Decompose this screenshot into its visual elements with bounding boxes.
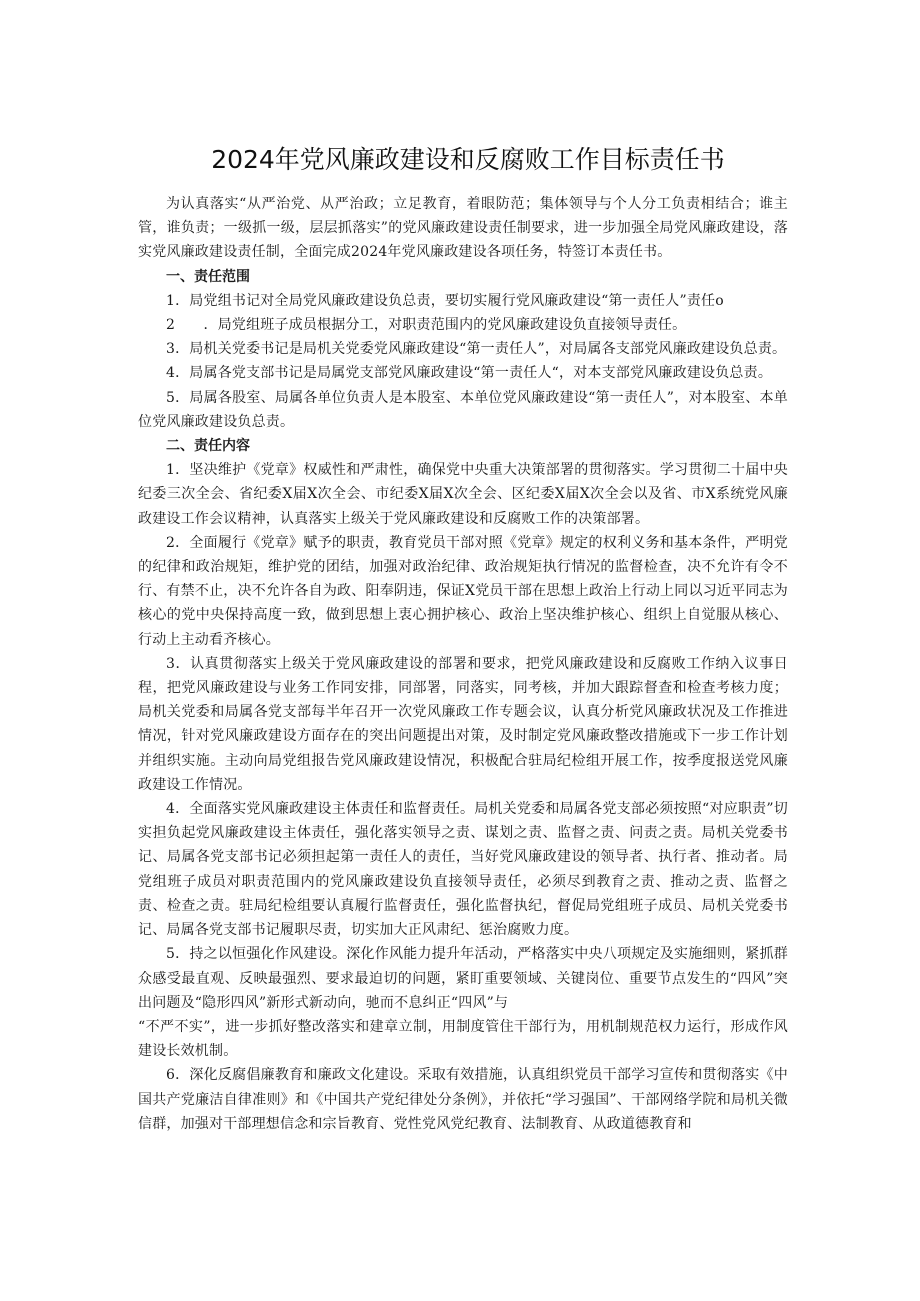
scope-item-5: 5．局属各股室、局属各单位负责人是本股室、本单位党风廉政建设“第一责任人”，对本股室、本单位党风廉政建设负总责。 [138,389,788,430]
content-item-5: 5．持之以恒强化作风建设。深化作风能力提升年活动，严格落实中央八项规定及实施细则，紧抓群众感受最直观、反映最强烈、要求最迫切的问题，紧盯重要领域、关键岗位、重要节点发生的“四风”突出问题及“隐形四风”新形式新动向，驰而不息纠正“四风”与 [138,946,788,1011]
scope-item-1: 1．局党组书记对全局党风廉政建设负总责，要切实履行党风廉政建设“第一责任人”责任o [166,292,724,309]
scope-item-4: 4．局属各党支部书记是局属党支部党风廉政建设“第一责任人“，对本支部党风廉政建设负总责。 [166,365,773,382]
content-item-5-continued: “不严不实”，进一步抓好整改落实和建章立制，用制度管住干部行为，用机制规范权力运行，形成作风建设长效机制。 [138,1018,788,1060]
content-item-1: 1．坚决维护《党章》权威性和严肃性，确保党中央重大决策部署的贯彻落实。学习贯彻二十届中央纪委三次全会、省纪委X届X次全会、市纪委X届X次全会、区纪委X届X次全会以及省、市X系统党风廉政建设工作会议精神，认真落实上级关于党风廉政建设和反腐败工作的决策部署。 [138,462,788,527]
document-title: 2024年党风廉政建设和反腐败工作目标责任书 [211,145,725,174]
section-heading-scope: 一、责任范围 [166,268,250,285]
content-item-2: 2．全面履行《党章》赋予的职责，教育党员干部对照《党章》规定的权利义务和基本条件，严明党的纪律和政治规矩，维护党的团结，加强对政治纪律、政治规矩执行情况的监督检查，决不允许有令不行、有禁不止，决不允许各自为政、阳奉阴违，保证X党员干部在思想上政治上行动上同以习近平同志为核心的党中央保持高度一致，做到思想上衷心拥护核心、政治上坚决维护核心、组织上自觉服从核心、行动上主动看齐核心。 [138,534,788,648]
content-item-4: 4．全面落实党风廉政建设主体责任和监督责任。局机关党委和局属各党支部必须按照“对应职责”切实担负起党风廉政建设主体责任，强化落实领导之责、谋划之责、监督之责、问责之责。局机关党委书记、局属各党支部书记必须担起第一责任人的责任，当好党风廉政建设的领导者、执行者、推动者。局党组班子成员对职责范围内的党风廉政建设负直接领导责任，必须尽到教育之责、推动之责、监督之责、检查之责。驻局纪检组要认真履行监督责任，强化监督执纪，督促局党组班子成员、局机关党委书记、局属各党支部书记履职尽责，切实加大正风肃纪、惩治腐败力度。 [138,801,788,939]
intro-paragraph: 为认真落实“从严治党、从严治政；立足教育，着眼防范；集体领导与个人分工负责相结合；谁主管，谁负责；一级抓一级，层层抓落实”的党风廉政建设责任制要求，进一步加强全局党风廉政建设，落实党风廉政建设责任制，全面完成2024年党风廉政建设各项任务，特签订本责任书。 [138,196,788,261]
content-item-6: 6．深化反腐倡廉教育和廉政文化建设。采取有效措施，认真组织党员干部学习宣传和贯彻落实《中国共产党廉洁自律准则》和《中国共产党纪律处分条例》，并依托“学习强国”、干部网络学院和局机关微信群，加强对干部理想信念和宗旨教育、党性党风党纪教育、法制教育、从政道德教育和 [138,1067,788,1132]
scope-item-2: 2 ．局党组班子成员根据分工，对职责范围内的党风廉政建设负直接领导责任。 [166,317,687,334]
document-page [138,142,788,1136]
content-item-3: 3．认真贯彻落实上级关于党风廉政建设的部署和要求，把党风廉政建设和反腐败工作纳入议事日程，把党风廉政建设与业务工作同安排，同部署，同落实，同考核，并加大跟踪督查和检查考核力度；局机关党委和局属各党支部每半年召开一次党风廉政工作专题会议，认真分析党风廉政状况及工作推进情况，针对党风廉政建设方面存在的突出问题提出对策，及时制定党风廉政整改措施或下一步工作计划并组织实施。主动向局党组报告党风廉政建设情况，积极配合驻局纪检组开展工作，按季度报送党风廉政建设工作情况。 [138,655,788,793]
scope-item-3: 3．局机关党委书记是局机关党委党风廉政建设“第一责任人”，对局属各支部党风廉政建设负总责。 [166,341,787,358]
section-heading-content: 二、责任内容 [166,438,250,455]
